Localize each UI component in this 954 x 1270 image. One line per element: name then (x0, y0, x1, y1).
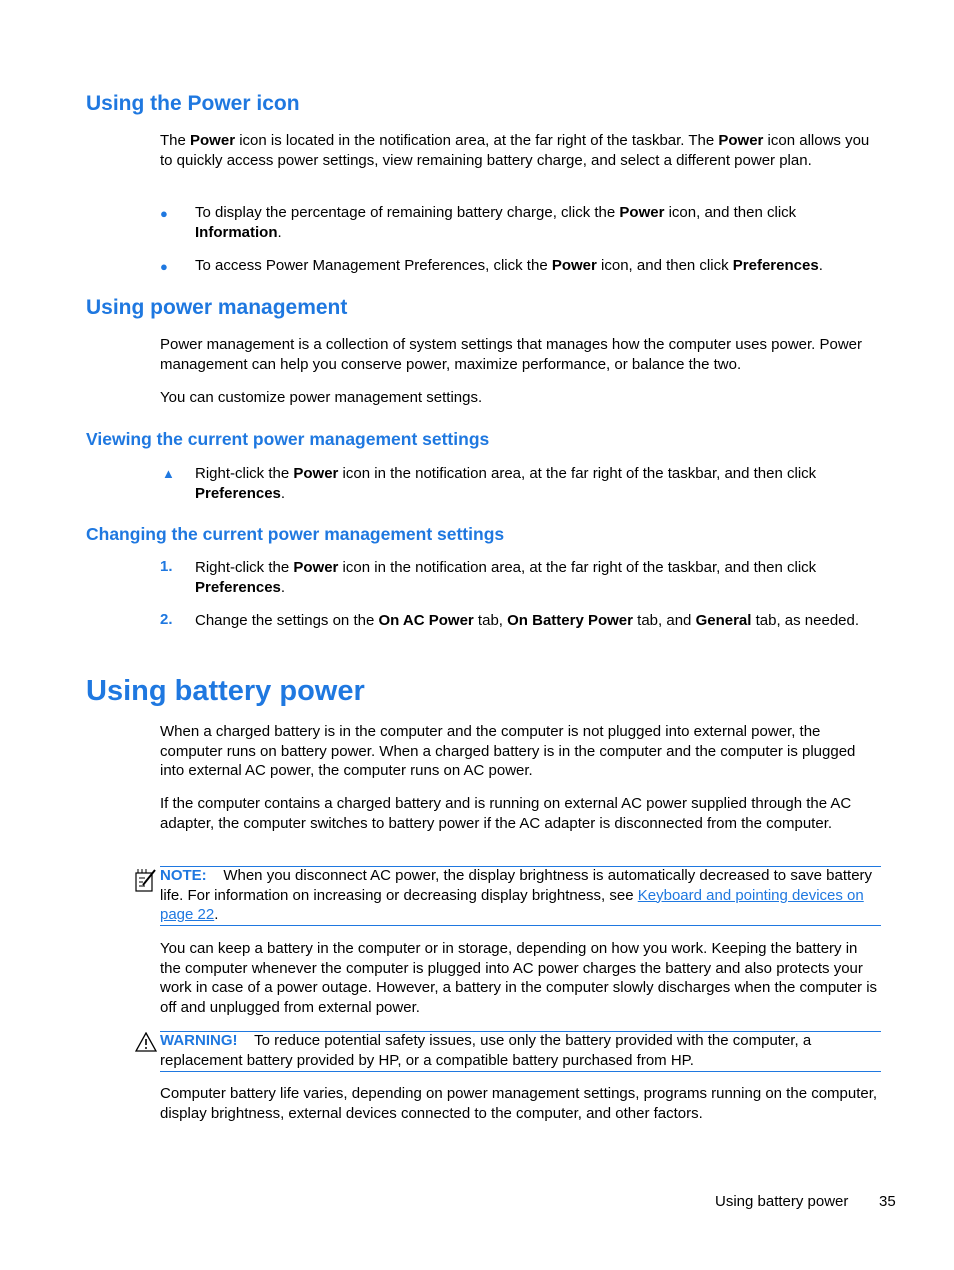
step-viewing (195, 464, 875, 503)
step-changing-2 (195, 611, 875, 631)
bold-run: Preferences (195, 578, 281, 596)
paragraph-battery-4: Computer battery life varies, depending on power management settings, programs running on the computer, display brightness, external devices connected to the computer, and other factors. (160, 1085, 878, 1122)
bold-run: Power (190, 132, 236, 149)
bullet-icon: ● (160, 206, 168, 221)
step-number: 2. (160, 611, 173, 628)
bold-run: General (695, 612, 752, 629)
note-label: NOTE: (160, 867, 207, 884)
note-icon (134, 867, 158, 893)
bold-run: Power (293, 559, 339, 576)
step-number: 1. (160, 558, 173, 575)
text-run: . (280, 484, 286, 502)
bold-run: Preferences (195, 484, 281, 502)
bold-run: Power (293, 465, 339, 482)
keyboard-pointing-link[interactable]: Keyboard and pointing devices on page 22 (160, 886, 864, 923)
heading-using-power-icon: Using the Power icon (86, 92, 300, 115)
bold-run: Power (619, 204, 665, 221)
text-run: icon in the notification area, at the far right of the taskbar, and then click (338, 559, 817, 576)
heading-using-battery-power: Using battery power (86, 675, 365, 707)
text-run: Right-click the (195, 559, 294, 576)
bullet-icon: ● (160, 259, 168, 274)
bold-run: On AC Power (378, 612, 474, 629)
warning-bottom-rule (160, 1071, 881, 1072)
warning-label: WARNING! (160, 1032, 238, 1049)
heading-changing-settings: Changing the current power management settings (86, 524, 505, 544)
paragraph-power-icon-intro (160, 131, 880, 170)
bold-run: On Battery Power (507, 612, 633, 629)
text-run: icon allows you to quickly access power settings, view remaining battery charge, and select a different power plan. (160, 132, 870, 169)
text-run: icon, and then click (664, 204, 797, 221)
text-run: To access Power Management Preferences, click the (195, 257, 552, 274)
heading-using-power-management: Using power management (86, 296, 348, 319)
text-run: Right-click the (195, 465, 294, 482)
bold-run: Information (195, 223, 278, 241)
paragraph-battery-1: When a charged battery is in the computer and the computer is not plugged into external power, the computer runs on battery power. When a charged battery is in the computer and the computer is plugged into external AC power, the computer runs on AC power. (160, 723, 856, 779)
text-run: icon in the notification area, at the far right of the taskbar, and then click (338, 465, 817, 482)
bullet-item-information (195, 203, 875, 242)
text-run: icon, and then click (596, 257, 733, 274)
bold-run: Preferences (732, 257, 819, 274)
text-run: The (160, 132, 191, 149)
heading-viewing-settings: Viewing the current power management settings (86, 429, 490, 449)
note-bottom-rule (160, 925, 881, 926)
text-run: Change the settings on the (195, 612, 379, 629)
text-run: . (818, 257, 823, 274)
text-run: When you disconnect AC power, the display brightness is automatically decreased to save battery life. For information on increasing or decreasing display brightness, see (160, 867, 873, 904)
text-run: To display the percentage of remaining battery charge, click the (195, 204, 620, 221)
bold-run: Power (551, 257, 597, 274)
text-run: To reduce potential safety issues, use only the battery provided with the computer, a replacement battery provided by HP, or a compatible battery purchased from HP. (160, 1032, 812, 1069)
text-run: icon is located in the notification area, at the far right of the taskbar. The (235, 132, 719, 149)
step-marker-icon: ▲ (162, 466, 175, 481)
page-number: 35 (879, 1193, 896, 1210)
text-run: tab, as needed. (751, 612, 860, 629)
bold-run: Power (718, 132, 764, 149)
note-text (160, 866, 880, 925)
paragraph-battery-2: If the computer contains a charged battery and is running on external AC power supplied through the AC adapter, the computer switches to battery power if the AC adapter is disconnected from the computer. (160, 795, 852, 832)
paragraph-battery-3: You can keep a battery in the computer or in storage, depending on how you work. Keeping the battery in the computer whenever the computer is plugged into AC power charges the battery and also protects your work in case of a power outage. However, a battery in the computer slowly discharges when the computer is off and unplugged from external power. (160, 940, 878, 1016)
text-run: . (280, 578, 286, 596)
warning-triangle-icon (135, 1032, 157, 1052)
text-run: tab, and (633, 612, 696, 629)
paragraph-customize: You can customize power management settings. (160, 389, 483, 406)
warning-text (160, 1031, 880, 1070)
text-run: . (214, 906, 219, 923)
text-run: tab, (473, 612, 508, 629)
bullet-item-preferences (195, 256, 885, 276)
footer-section-title: Using battery power (715, 1193, 849, 1210)
text-run: . (277, 223, 282, 241)
step-changing-1 (195, 558, 875, 597)
paragraph-power-management: Power management is a collection of system settings that manages how the computer uses power. Power management can help you conserve power, maximize performance, or balance the two. (160, 336, 863, 373)
